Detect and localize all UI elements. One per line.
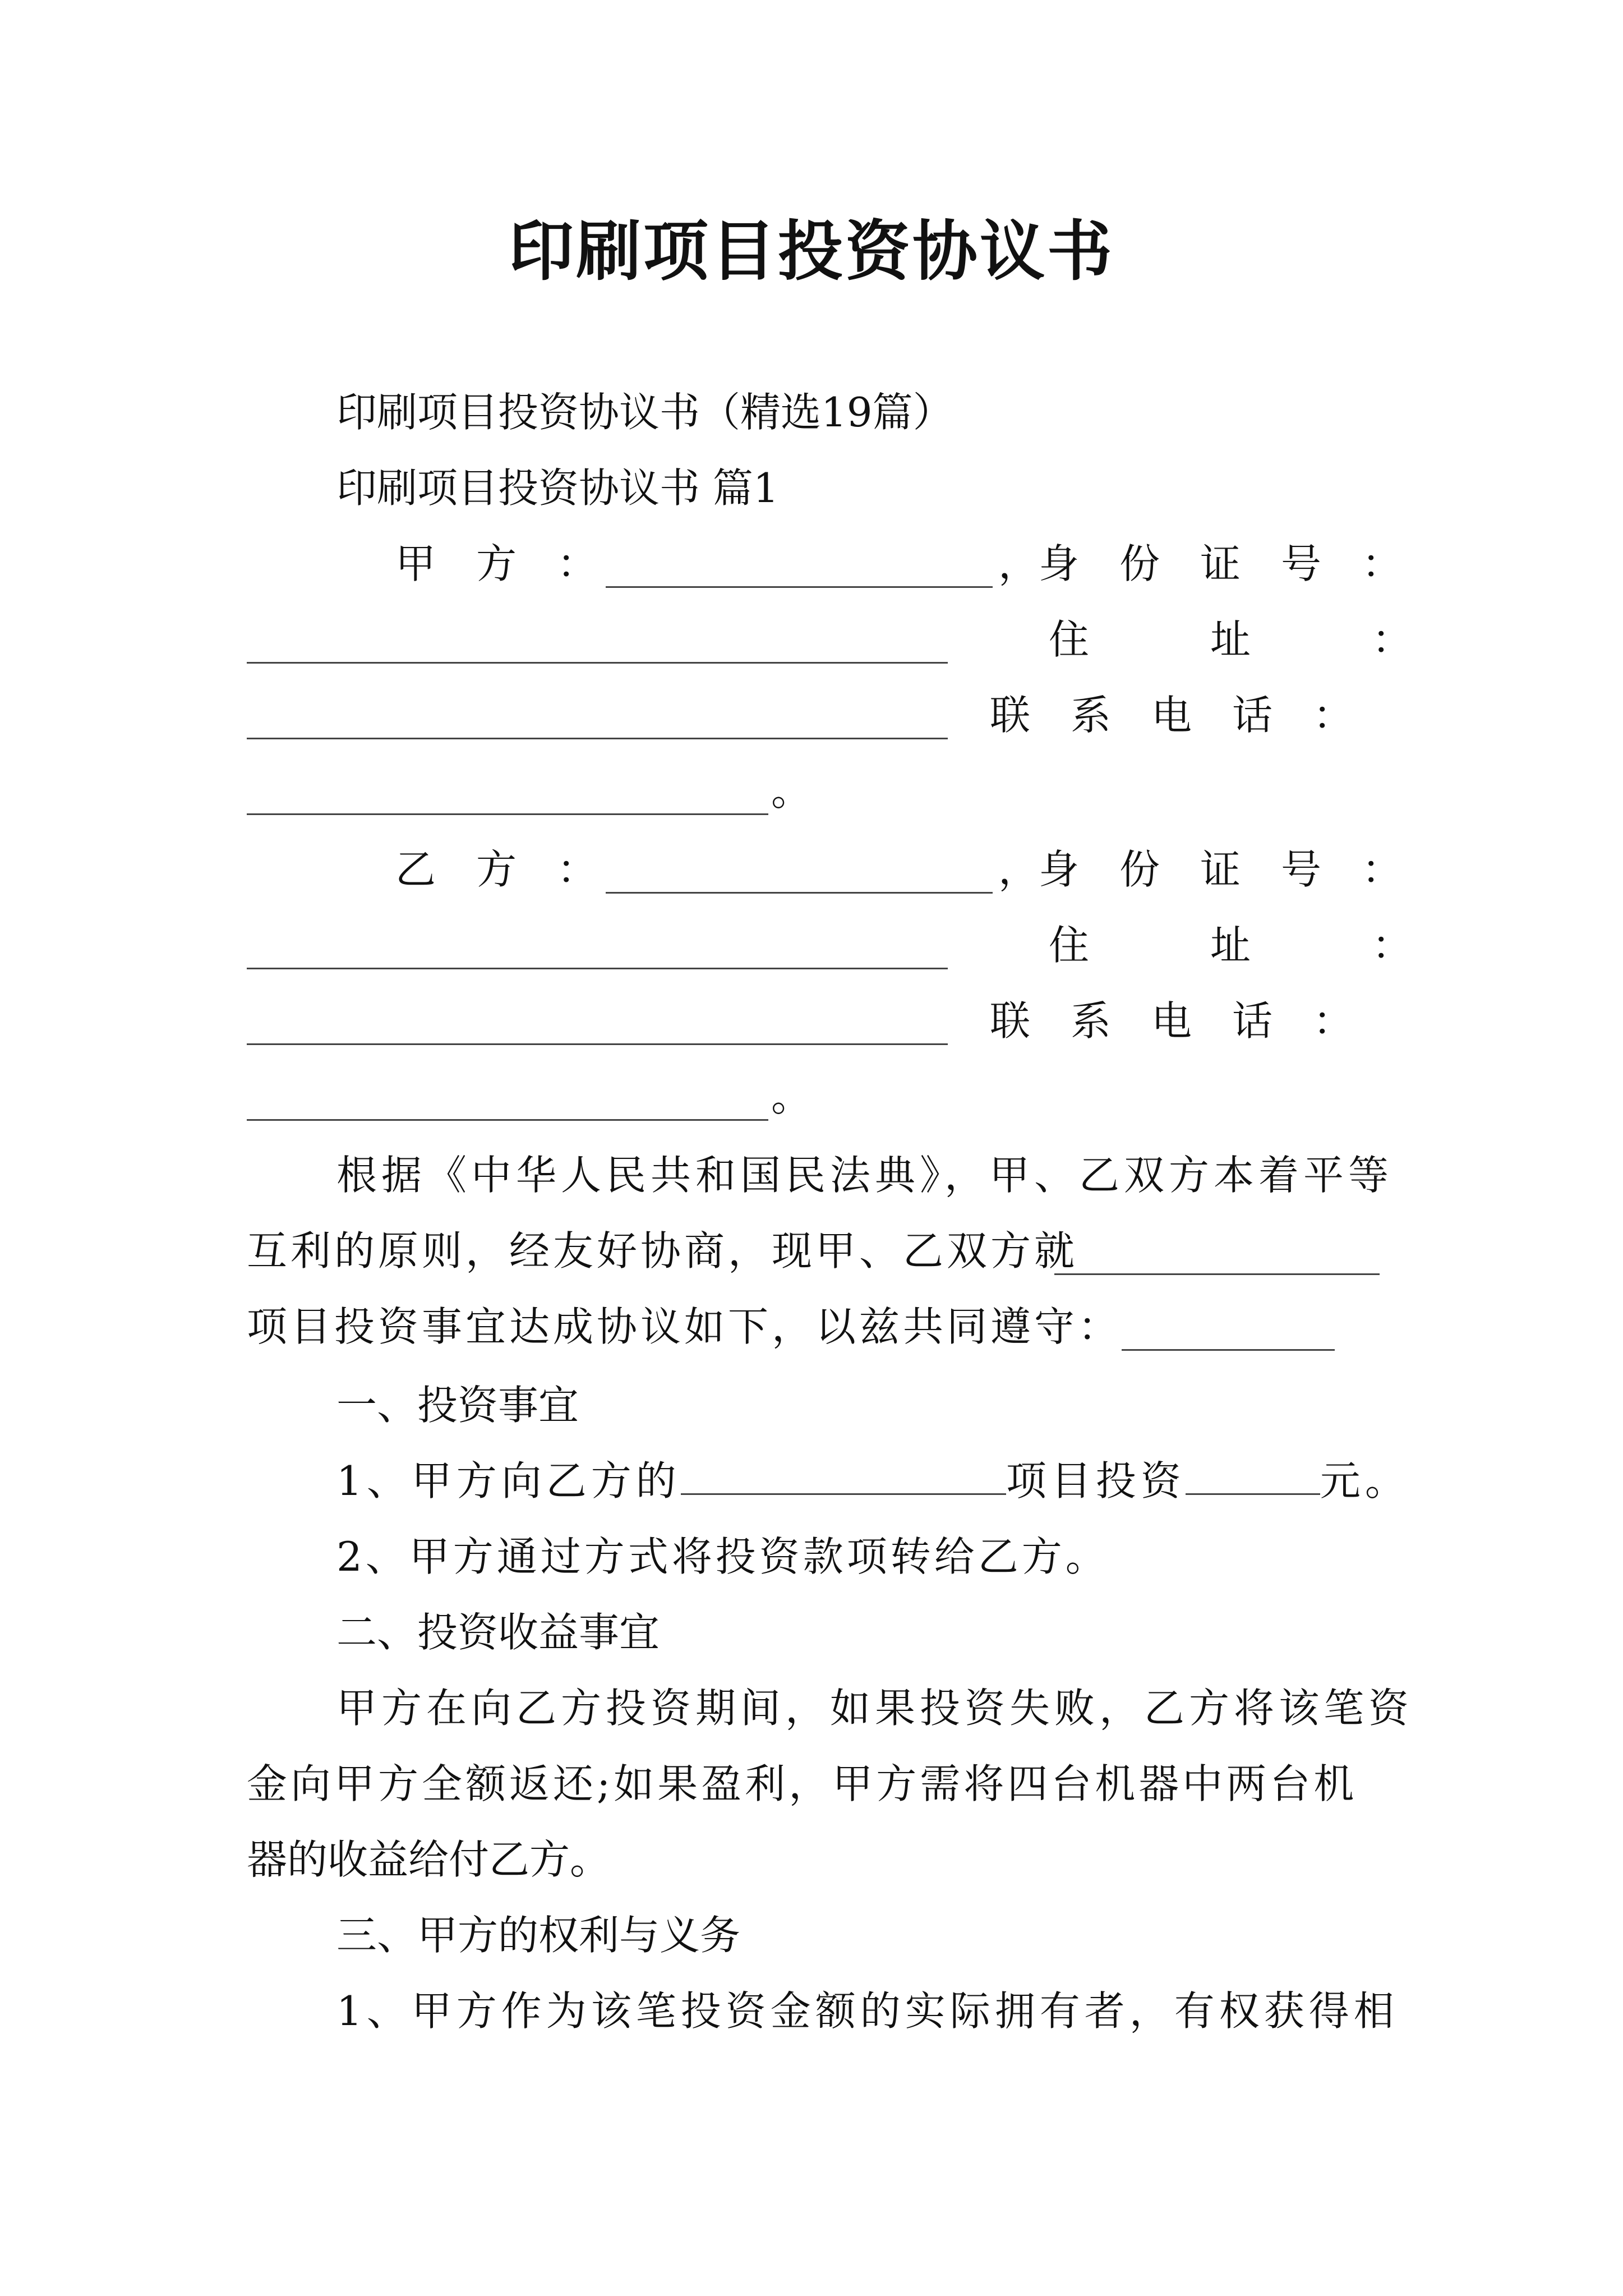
item-1-part-b: 项目投资: [1006, 1457, 1186, 1504]
intro-line-1: 根据《中华人民共和国民法典》，甲、乙双方本着平等: [336, 1152, 1394, 1199]
party-b-end: 。: [771, 1073, 812, 1120]
document-title: 印刷项目投资协议书: [509, 213, 1114, 289]
section-2-heading: 二、投资收益事宜: [336, 1609, 660, 1656]
party-a-id-label: ，身 份 证 号 ：: [998, 540, 1403, 587]
section-1-heading: 一、投资事宜: [336, 1382, 579, 1429]
party-b-phone-blank[interactable]: [247, 1119, 768, 1121]
section-heading: 印刷项目投资协议书 篇1: [336, 464, 779, 512]
item-1-part-c: 元。: [1320, 1457, 1410, 1504]
section-2-line-2: 金向甲方全额返还;如果盈利，甲方需将四台机器中两台机: [247, 1760, 1358, 1807]
subtitle: 印刷项目投资协议书（精选19篇）: [336, 389, 953, 436]
project-name-blank[interactable]: [1054, 1273, 1380, 1275]
party-a-label: 甲 方 ：: [395, 540, 598, 587]
party-b-label: 乙 方 ：: [395, 846, 598, 893]
party-b-name-blank[interactable]: [606, 892, 993, 894]
item-1-amount-blank[interactable]: [1186, 1454, 1320, 1495]
party-a-id-blank[interactable]: [247, 662, 948, 664]
section-3-heading: 三、甲方的权利与义务: [336, 1912, 741, 1959]
section-2-line-1: 甲方在向乙方投资期间，如果投资失败，乙方将该笔资: [336, 1685, 1414, 1732]
item-1-part-a: 1、甲方向乙方的: [336, 1457, 681, 1504]
section-1-item-2: 2、甲方通过方式将投资款项转给乙方。: [336, 1533, 1109, 1580]
party-b-id-label: ，身 份 证 号 ：: [998, 846, 1403, 893]
item-1-project-blank[interactable]: [681, 1454, 1006, 1495]
intro-trailing-blank[interactable]: [1122, 1349, 1335, 1351]
intro-line-3: 项目投资事宜达成协议如下，以兹共同遵守：: [247, 1303, 1122, 1350]
party-a-phone-label: 联 系 电 话 ：: [990, 692, 1354, 739]
party-b-address-blank[interactable]: [247, 1043, 948, 1045]
party-a-phone-blank[interactable]: [247, 813, 768, 815]
party-a-end: 。: [771, 767, 812, 815]
party-a-address-blank[interactable]: [247, 738, 948, 739]
party-b-id-blank[interactable]: [247, 968, 948, 969]
party-a-address-label: 住 址 ：: [1049, 616, 1413, 663]
section-1-item-1: [336, 1453, 1410, 1509]
party-a-name-blank[interactable]: [606, 586, 993, 588]
intro-line-2: 互利的原则，经友好协商，现甲、乙双方就: [247, 1227, 1078, 1274]
party-b-address-label: 住 址 ：: [1049, 922, 1413, 969]
party-b-phone-label: 联 系 电 话 ：: [990, 997, 1354, 1045]
section-3-line-1: 1、甲方作为该笔投资金额的实际拥有者，有权获得相: [336, 1987, 1399, 2035]
section-2-line-3: 器的收益给付乙方。: [247, 1836, 611, 1883]
